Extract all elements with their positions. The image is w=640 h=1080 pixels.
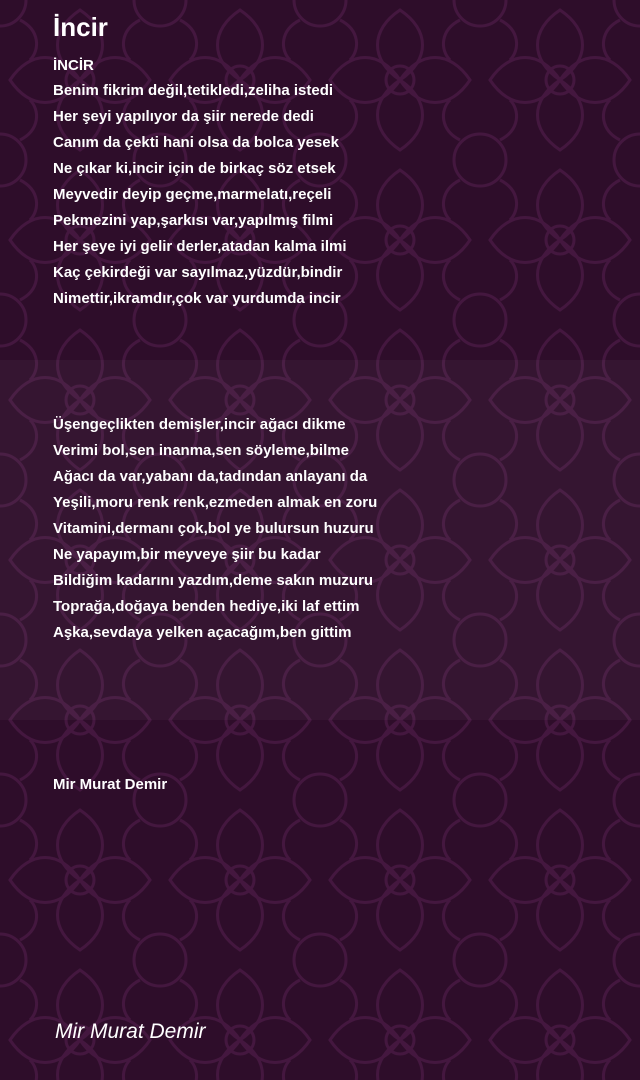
poem-line: Bildiğim kadarını yazdım,deme sakın muzuru <box>53 572 374 589</box>
poem-line: Meyvedir deyip geçme,marmelatı,reçeli <box>53 186 332 203</box>
poem-title: İncir <box>53 12 108 42</box>
poem-line: Ağacı da var,yabanı da,tadından anlayanı da <box>53 468 368 485</box>
background-band <box>0 360 640 720</box>
poem-line: Her şeyi yapılıyor da şiir nerede dedi <box>53 108 314 125</box>
poem-line: Üşengeçlikten demişler,incir ağacı dikme <box>53 416 346 433</box>
poem-line: Toprağa,doğaya benden hediye,iki laf ettim <box>53 598 360 615</box>
poem-heading: İNCİR <box>53 57 94 74</box>
poem-line: Kaç çekirdeği var sayılmaz,yüzdür,bindir <box>53 264 343 281</box>
poem-line: Ne yapayım,bir meyveye şiir bu kadar <box>53 546 321 563</box>
poem-line: Canım da çekti hani olsa da bolca yesek <box>53 134 339 151</box>
poem-line: Verimi bol,sen inanma,sen söyleme,bilme <box>53 442 349 459</box>
poem-line: Ne çıkar ki,incir için de birkaç söz etsek <box>53 160 336 177</box>
poem-line: Yeşili,moru renk renk,ezmeden almak en zoru <box>53 494 378 511</box>
poem-line: Aşka,sevdaya yelken açacağım,ben gittim <box>53 624 352 641</box>
poem-line: Pekmezini yap,şarkısı var,yapılmış filmi <box>53 212 334 229</box>
poem-author: Mir Murat Demir <box>53 776 168 793</box>
poem-line: Her şeye iyi gelir derler,atadan kalma ilmi <box>53 238 347 255</box>
poem-line: Vitamini,dermanı çok,bol ye bulursun huzuru <box>53 520 374 537</box>
author-signature: Mir Murat Demir <box>55 1020 206 1043</box>
poem-line: Benim fikrim değil,tetikledi,zeliha istedi <box>53 82 334 99</box>
poem-line: Nimettir,ikramdır,çok var yurdumda incir <box>53 290 341 307</box>
